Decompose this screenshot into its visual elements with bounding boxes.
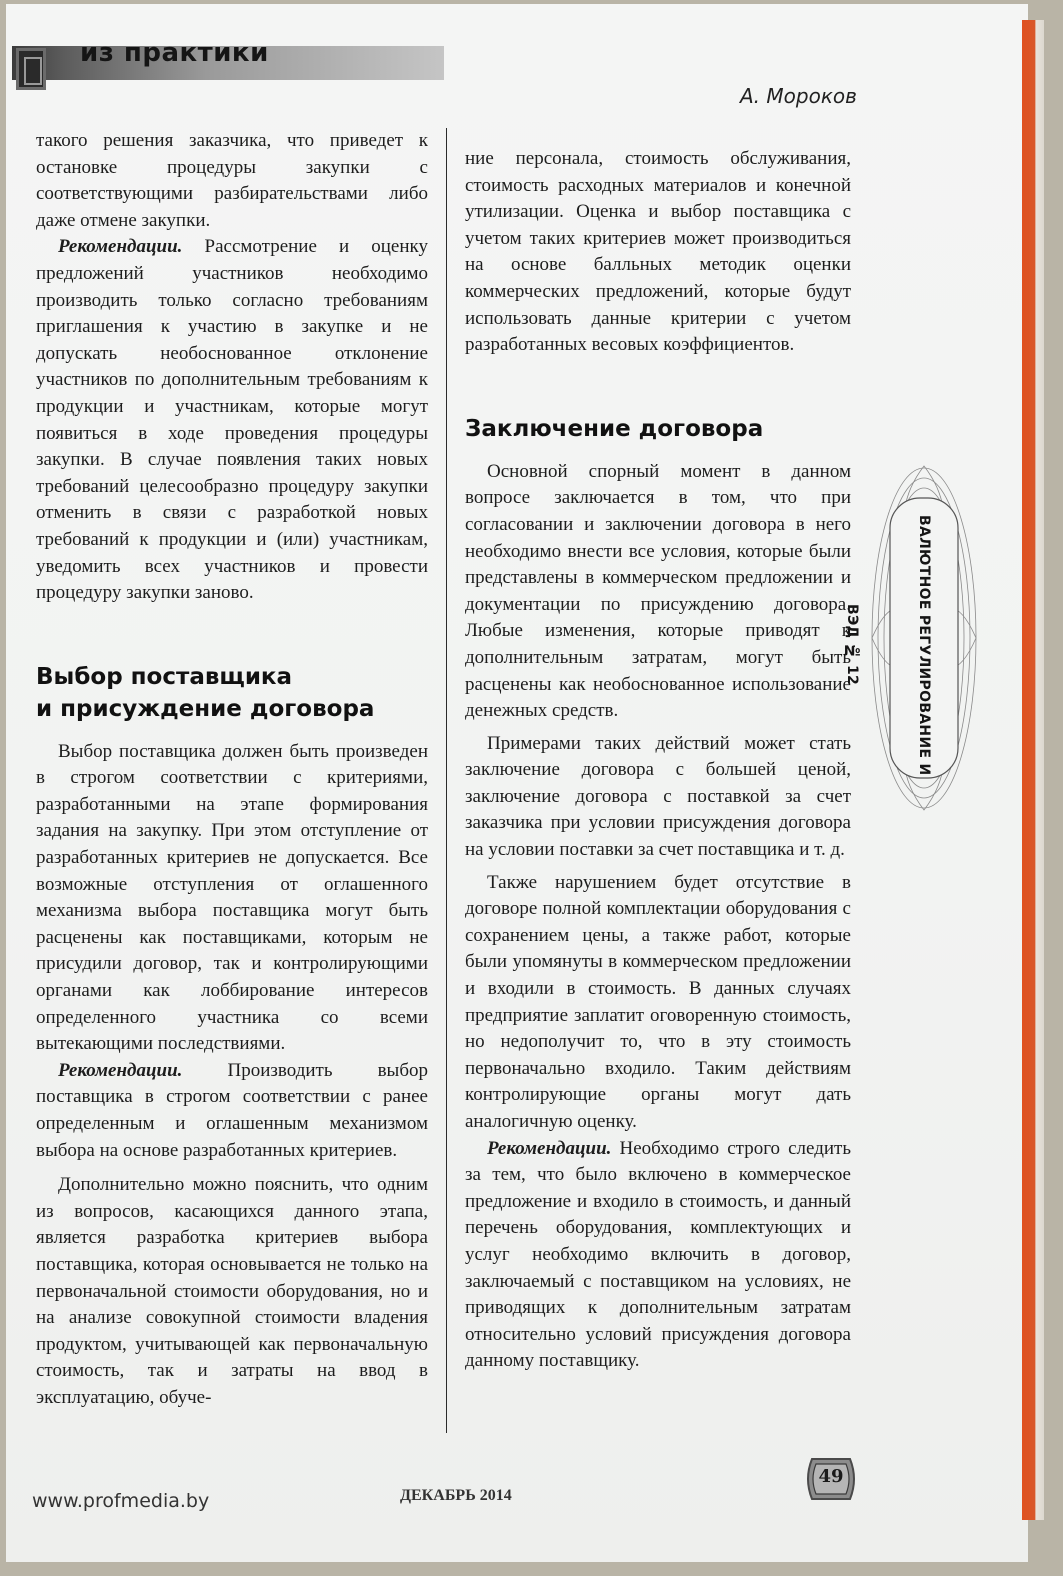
paragraph [465,1136,851,1375]
article-heading: Заключение договора [465,415,764,442]
recommendation-label: Рекомендации. [58,236,183,258]
article-author: А. Мороков [740,84,857,108]
paragraph-text: Необходимо строго следить за тем, что было включено в коммерческое предложение и входило в стоимость, и данный перечень оборудования, комплектующих и услуг необходимо включить в договор, заключаемый с поставщиком на условиях, не приводящих к дополнительным затратам относительно условий присуждения договора данному поставщику. [465,1137,851,1372]
page-edge-stack [1022,20,1044,1520]
article-heading [36,661,428,725]
footer-issue-date: ДЕКАБРЬ 2014 [400,1487,512,1504]
paragraph-text: Производить выбор поставщика в строгом соответствии с ранее определенным и оглашенным механизмом выбора на основе разработанных критериев. [36,1059,428,1161]
right-column [465,146,851,1375]
column-divider [446,128,447,1433]
recommendation-label: Рекомендации. [487,1137,612,1159]
recommendation-label: Рекомендации. [58,1059,183,1081]
paragraph-text: Рассмотрение и оценку предложений участников необходимо производить только согласно требованиям приглашения к участию в закупке и не допускать необоснованное отклонение участников по дополнительным требованиям к продукции и участникам, которые могут появиться в ходе проведения процедуры закупки. В случае появления таких новых требований целесообразно процедуру закупки отменить в связи с разработкой новых требований к продукции и (или) участникам, уведомить всех участников и провести процедуру закупки заново. [36,236,428,604]
page-number: 49 [818,1466,844,1487]
paragraph: Основной спорный момент в данном вопросе заключается в том, что при согласовании и заключении договора в него необходимо внести все условия, которые были представлены в коммерческом предложении и документации по присуждению договора. Любые изменения, которые приводят к дополнительным затратам, могут быть расценены как необоснованное использование денежных средств. [465,460,851,722]
journal-title-vertical: ВАЛЮТНОЕ РЕГУЛИРОВАНИЕ И ВЭД № 12 [844,514,932,776]
left-column [36,128,428,1412]
paragraph: Также нарушением будет отсутствие в договоре полной комплектации оборудования с сохранением цены, а также работ, которые были упомянуты в коммерческом предложении и входили в стоимость. В данных случаях предприятие заплатит оговоренную стоимость, но недополучит то, что в эту стоимость первоначально входило. Таким действиям контролирующие органы могут дать аналогичную оценку. [465,871,851,1132]
section-marker-icon [16,48,46,90]
footer-website-link[interactable]: www.profmedia.by [32,1490,210,1512]
paragraph: Выбор поставщика должен быть произведен в строгом соответствии с критериями, разработанными на этапе формирования задания на закупку. При этом отступление от разработанных критериев не допускается. Все возможные отступления от оглашенного механизма выбора поставщика могут быть расценены как поставщиками, которым не присудили договор, так и контролирующими органами как лоббирование интересов определенного участника со всеми вытекающими последствиями. [36,740,428,1055]
paragraph: ние персонала, стоимость обслуживания, стоимость расходных материалов и конечной утилизации. Оценка и выбор поставщика с учетом таких критериев может производиться на основе балльных методик оценки коммерческих предложений, которые будут использовать данные критерии с учетом разработанных весовых коэффициентов. [465,148,851,356]
paragraph: Дополнительно можно пояснить, что одним из вопросов, касающихся данного этапа, является разработка критериев выбора поставщика, которая основывается не только на первоначальной стоимости оборудования, но и на анализе совокупной стоимости владения продуктом, учитывающей как первоначальную стоимость, так и затраты на ввод в эксплуатацию, обуче- [36,1174,428,1408]
heading-line: и присуждение договора [36,695,375,722]
section-title: из практики [80,38,269,68]
paragraph [36,1058,428,1164]
paragraph [36,234,428,606]
paragraph: Примерами таких действий может стать заключение договора с большей ценой, заключение договора с поставкой за счет заказчика при условии присуждения договора на условии поставки за счет поставщика и т. д. [465,732,851,861]
paragraph: такого решения заказчика, что приведет к остановке процедуры закупки с соответствующими разбирательствами либо даже отмене закупки. [36,130,428,231]
heading-line: Выбор поставщика [36,663,293,690]
